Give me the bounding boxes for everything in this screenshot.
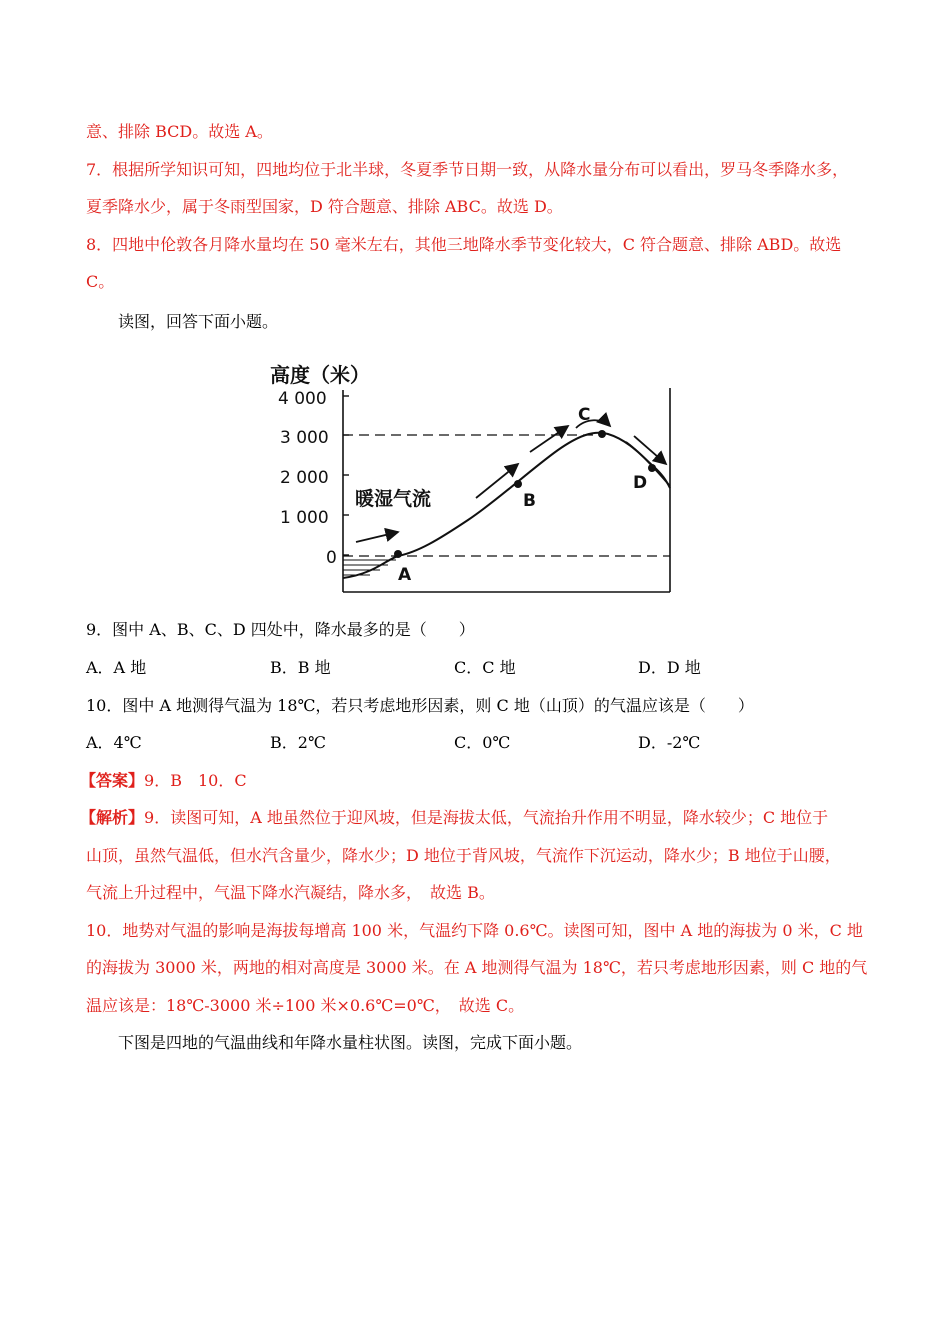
- analysis-line-1: [80, 808, 828, 828]
- q10-option-d: D．-2℃: [638, 733, 701, 752]
- flow-arrow-2: [476, 464, 518, 498]
- q10-option-b: B．2℃: [270, 733, 326, 752]
- explanation-line-8a: 8．四地中伦敦各月降水量均在 50 毫米左右，其他三地降水季节变化较大，C 符合题意、排除 ABD。故选: [86, 235, 842, 254]
- analysis-line-5: 的海拔为 3000 米，两地的相对高度是 3000 米。在 A 地测得气温为 18℃，若只考虑地形因素，则 C 地的气: [86, 958, 868, 977]
- answer-tag: 【答案】: [80, 771, 145, 790]
- next-section-intro: 下图是四地的气温曲线和年降水量柱状图。读图，完成下面小题。: [118, 1033, 583, 1052]
- y-axis-label: 高度（米）: [270, 363, 370, 387]
- point-D-label: D: [633, 473, 648, 493]
- question-9-stem: 9．图中 A、B、C、D 四处中，降水最多的是（ ）: [86, 620, 475, 639]
- point-B-label: B: [523, 491, 536, 511]
- q9-option-c: C．C 地: [454, 658, 516, 677]
- point-C-marker: [598, 430, 606, 438]
- flow-arrow-down: [634, 436, 666, 464]
- q10-option-a: A．4℃: [86, 733, 142, 752]
- point-B-marker: [514, 480, 522, 488]
- answer-text: 9．B 10．C: [144, 771, 247, 790]
- answer-line: [80, 771, 247, 791]
- sea-hatching: [343, 560, 396, 575]
- point-A-marker: [394, 550, 402, 558]
- analysis-text-1: 9．读图可知，A 地虽然位于迎风坡，但是海拔太低，气流抬升作用不明显，降水较少；C 地位于: [144, 808, 829, 827]
- explanation-line-1: 意、排除 BCD。故选 A。: [86, 122, 273, 141]
- point-A-label: A: [398, 565, 412, 585]
- explanation-line-7b: 夏季降水少，属于冬雨型国家，D 符合题意、排除 ABC。故选 D。: [86, 197, 563, 216]
- analysis-tag: 【解析】: [80, 808, 145, 827]
- point-C-label: C: [578, 405, 591, 425]
- analysis-line-4: 10．地势对气温的影响是海拔每增高 100 米，气温约下降 0.6℃。读图可知，图中 A 地的海拔为 0 米，C 地: [86, 921, 863, 940]
- analysis-line-3: 气流上升过程中，气温下降水汽凝结，降水多， 故选 B。: [86, 883, 495, 902]
- q9-option-a: A．A 地: [86, 658, 147, 677]
- point-D-marker: [648, 464, 656, 472]
- terrain-profile-figure: [268, 360, 683, 600]
- analysis-line-6: 温应该是：18℃-3000 米÷100 米×0.6℃=0℃， 故选 C。: [86, 996, 525, 1015]
- y-tick-2000: 2 000: [280, 468, 329, 488]
- flow-label: 暖湿气流: [355, 488, 432, 510]
- explanation-line-7a: 7．根据所学知识可知，四地均位于北半球，冬夏季节日期一致，从降水量分布可以看出，罗马冬季降水多，: [86, 160, 849, 179]
- y-tick-3000: 3 000: [280, 428, 329, 448]
- q10-option-c: C．0℃: [454, 733, 511, 752]
- y-tick-0: 0: [326, 548, 337, 568]
- y-tick-1000: 1 000: [280, 508, 329, 528]
- analysis-line-2: 山顶，虽然气温低，但水汽含量少，降水少；D 地位于背风坡，气流作下沉运动，降水少；B 地位于山腰，: [86, 846, 841, 865]
- q9-option-d: D．D 地: [638, 658, 701, 677]
- explanation-line-8b: C。: [86, 272, 115, 291]
- question-10-stem: 10．图中 A 地测得气温为 18℃，若只考虑地形因素，则 C 地（山顶）的气温应该是（ ）: [86, 696, 754, 715]
- section-intro: 读图，回答下面小题。: [118, 312, 279, 331]
- q9-option-b: B．B 地: [270, 658, 331, 677]
- y-tick-4000: 4 000: [278, 389, 327, 409]
- flow-arrow-1: [356, 532, 398, 542]
